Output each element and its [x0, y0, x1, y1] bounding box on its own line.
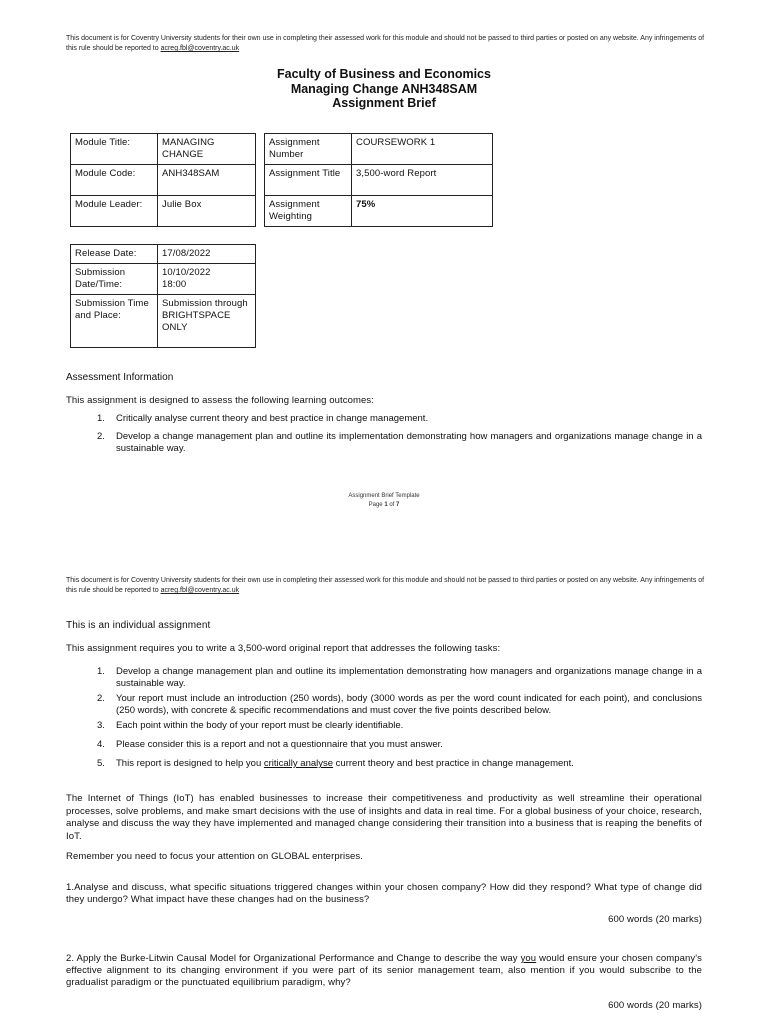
assignment-weighting-label: Assignment Weighting: [265, 196, 352, 227]
submission-date-value: [158, 264, 256, 295]
iot-paragraph: The Internet of Things (IoT) has enabled businesses to increase their competitiveness and productivity as well streamline their operational processes, solve problems, and make smart decisions with the use of insights and data in real time. For a global business of your choice, research, analyse and discuss the way they have implemented and managed change considering their transition into a business that is reaping the benefits of IoT.: [66, 793, 702, 842]
dates-table: [70, 244, 256, 348]
list-item: 4. Please consider this is a report and not a questionnaire that you must answer.: [97, 739, 443, 750]
assessment-intro: This assignment is designed to assess the following learning outcomes:: [66, 395, 374, 406]
report-email-link[interactable]: acreg.fbl@coventry.ac.uk: [160, 45, 240, 52]
remember-note: Remember you need to focus your attention on GLOBAL enterprises.: [66, 851, 364, 862]
assessment-heading: Assessment Information: [66, 372, 174, 383]
confidentiality-notice-page2: This document is for Coventry University students for their own use in completing their assessed work for this module and should not be passed to third parties or posted on any website. Any infringements of this rule should be reported to acreg.fbl@coventry.ac.uk: [66, 577, 705, 594]
footer-template-label: Assignment Brief Template: [348, 493, 420, 499]
module-title-value: MANAGING CHANGE: [158, 134, 256, 165]
confidentiality-notice: This document is for Coventry University students for their own use in completing their assessed work for this module and should not be passed to third parties or posted on any website. Any infringements of this rule should be reported to acreg.fbl@coventry.ac.uk: [66, 35, 705, 52]
list-item: 3. Each point within the body of your report must be clearly identifiable.: [97, 720, 404, 731]
submission-time: 18:00: [162, 279, 187, 290]
submission-date-label: Submission Date/Time:: [71, 264, 158, 295]
module-title-label: Module Title:: [71, 134, 158, 165]
release-date-label: Release Date:: [71, 245, 158, 264]
assignment-number-value: COURSEWORK 1: [352, 134, 493, 165]
release-date-value: 17/08/2022: [158, 245, 256, 264]
document-title: [0, 67, 768, 111]
report-email-link[interactable]: acreg.fbl@coventry.ac.uk: [160, 587, 240, 594]
list-item: 1. Critically analyse current theory and best practice in change management.: [97, 413, 429, 424]
page-footer: [0, 492, 768, 510]
module-code-value: ANH348SAM: [158, 165, 256, 196]
assignment-number-label: Assignment Number: [265, 134, 352, 165]
assignment-table: [264, 133, 493, 227]
module-code-label: Module Code:: [71, 165, 158, 196]
submission-place-value: Submission through BRIGHTSPACE ONLY: [158, 295, 256, 348]
question-1-marks: 600 words (20 marks): [608, 914, 702, 925]
list-item: 2. Your report must include an introduction (250 words), body (3000 words as per the word count indicated for each point), and conclusions (250 words), with concrete & specific recommendations and must cover the five points described below.: [97, 693, 702, 716]
module-table: [70, 133, 256, 227]
list-item: 5. This report is designed to help you critically analyse current theory and best practice in change management.: [97, 758, 574, 769]
assignment-title-value: 3,500-word Report: [352, 165, 493, 196]
tasks-list: [97, 666, 702, 770]
assignment-title-label: Assignment Title: [265, 165, 352, 196]
submission-date: 10/10/2022: [162, 267, 211, 278]
requirements-intro: This assignment requires you to write a 3,500-word original report that addresses the following tasks:: [66, 643, 501, 654]
question-2-marks: 600 words (20 marks): [608, 1000, 702, 1011]
module-leader-value: Julie Box: [158, 196, 256, 227]
module-leader-label: Module Leader:: [71, 196, 158, 227]
list-item: 1. Develop a change management plan and outline its implementation demonstrating how managers and organizations manage change in a sustainable way.: [97, 666, 702, 689]
learning-outcomes-list: [97, 413, 702, 455]
page-number: Page 1 of 7: [368, 502, 400, 508]
assignment-weighting-value: 75%: [352, 196, 493, 227]
question-1: 1.Analyse and discuss, what specific situations triggered changes within your chosen company? How did they respond? What type of change did they undergo? What impact have these changes had on the business?: [66, 882, 702, 905]
brief-title: Assignment Brief: [332, 96, 436, 110]
list-item: 2. Develop a change management plan and outline its implementation demonstrating how managers and organizations manage change in a sustainable way.: [97, 431, 702, 454]
individual-assignment: This is an individual assignment: [66, 620, 211, 631]
submission-place-label: Submission Time and Place:: [71, 295, 158, 348]
module-title-heading: Managing Change ANH348SAM: [290, 81, 478, 96]
question-2: 2. Apply the Burke-Litwin Causal Model for Organizational Performance and Change to describe the way you would ensure your chosen company's effective alignment to its changing environment if you were part of its senior management team, also mention if you would subscribe to the gradualist paradigm or the punctuated equilibrium paradigm, why?: [66, 953, 702, 988]
faculty-title: Faculty of Business and Economics: [277, 67, 491, 81]
